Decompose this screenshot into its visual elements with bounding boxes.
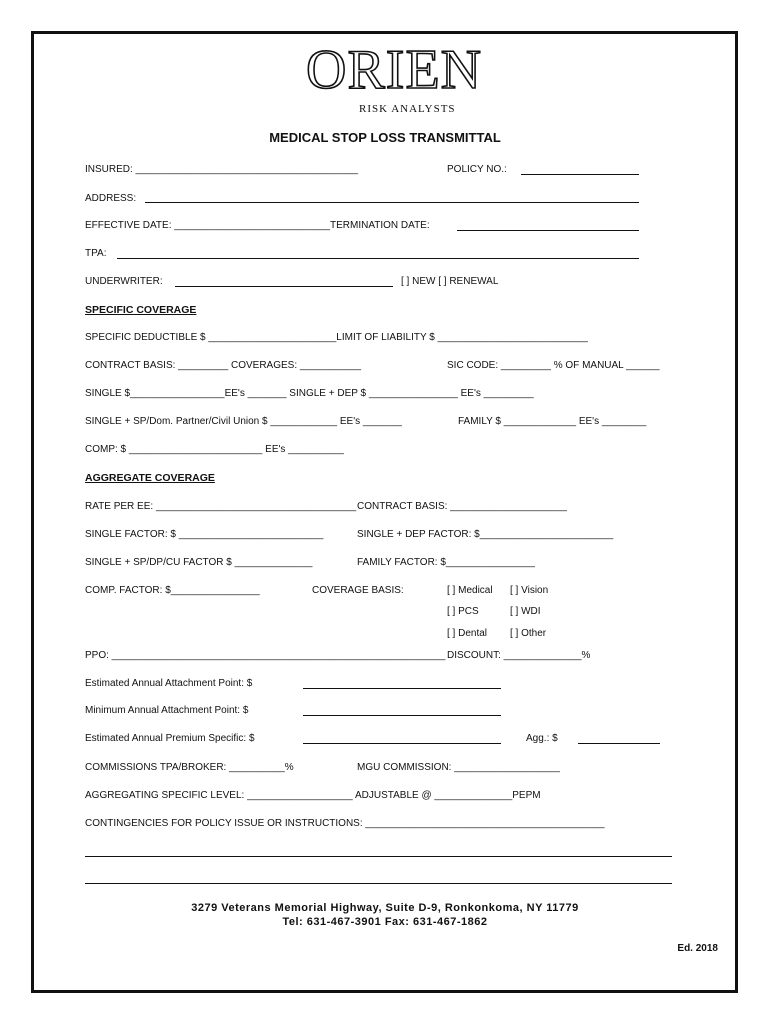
contract-basis-row[interactable]: CONTRACT BASIS: _________ COVERAGES: ___________ — [85, 360, 362, 371]
comp-row[interactable]: COMP: $ ________________________ EE's __________ — [85, 444, 344, 455]
company-logo-wordmark: ORIEN — [306, 39, 483, 101]
mgu-commission-row[interactable]: MGU COMMISSION: ___________________ — [357, 762, 560, 773]
attachment-point-line[interactable] — [303, 688, 501, 689]
tpa-label: TPA: — [85, 248, 107, 259]
ppo-row[interactable]: PPO: ____________________________________________________________ — [85, 650, 446, 661]
attachment-point-label: Estimated Annual Attachment Point: $ — [85, 678, 253, 689]
comp-factor-row[interactable]: COMP. FACTOR: $________________ — [85, 585, 260, 596]
premium-specific-label: Estimated Annual Premium Specific: $ — [85, 733, 255, 744]
address-line[interactable] — [145, 202, 639, 203]
effective-termination-label: EFFECTIVE DATE: ____________________________TERMINATION DATE: — [85, 220, 430, 231]
underwriter-label: UNDERWRITER: — [85, 276, 163, 287]
commissions-tpa-row[interactable]: COMMISSIONS TPA/BROKER: __________% — [85, 762, 294, 773]
aggregating-level-row[interactable]: AGGREGATING SPECIFIC LEVEL: ___________________ ADJUSTABLE @ ______________PEPM — [85, 790, 541, 801]
medical-checkbox[interactable]: [ ] Medical — [447, 585, 493, 596]
min-attachment-point-line[interactable] — [303, 715, 501, 716]
other-checkbox[interactable]: [ ] Other — [510, 628, 547, 639]
premium-specific-line[interactable] — [303, 743, 501, 744]
underwriter-line[interactable] — [175, 286, 393, 287]
contingencies-row[interactable]: CONTINGENCIES FOR POLICY ISSUE OR INSTRUCTIONS: ___________________________________________ — [85, 818, 605, 829]
footer-address: 3279 Veterans Memorial Highway, Suite D-9, Ronkonkoma, NY 11779 — [191, 902, 579, 914]
family-factor-row[interactable]: FAMILY FACTOR: $________________ — [357, 557, 535, 568]
policy-no-label: POLICY NO.: — [447, 164, 507, 175]
single-dep-factor-row[interactable]: SINGLE + DEP FACTOR: $________________________ — [357, 529, 614, 540]
termination-date-line[interactable] — [457, 230, 639, 231]
wdi-checkbox[interactable]: [ ] WDI — [510, 606, 541, 617]
pcs-checkbox[interactable]: [ ] PCS — [447, 606, 479, 617]
form-title: MEDICAL STOP LOSS TRANSMITTAL — [269, 130, 501, 145]
min-attachment-point-label: Minimum Annual Attachment Point: $ — [85, 705, 249, 716]
policy-no-line[interactable] — [521, 174, 639, 175]
dental-checkbox[interactable]: [ ] Dental — [447, 628, 488, 639]
company-logo-tagline: RISK ANALYSTS — [359, 103, 456, 115]
specific-coverage-heading: SPECIFIC COVERAGE — [85, 304, 197, 316]
single-sp-row[interactable]: SINGLE + SP/Dom. Partner/Civil Union $ ____________ EE's _______ — [85, 416, 402, 427]
tpa-line[interactable] — [117, 258, 639, 259]
edition-label: Ed. 2018 — [677, 943, 718, 954]
rate-per-ee-row[interactable]: RATE PER EE: ____________________________________ — [85, 501, 357, 512]
vision-checkbox[interactable]: [ ] Vision — [510, 585, 549, 596]
sic-code-row[interactable]: SIC CODE: _________ % OF MANUAL ______ — [447, 360, 660, 371]
agg-line[interactable] — [578, 743, 660, 744]
instructions-line-2[interactable] — [85, 883, 672, 884]
agg-label: Agg.: $ — [526, 733, 558, 744]
new-renewal-checkboxes[interactable]: [ ] NEW [ ] RENEWAL — [401, 276, 499, 287]
agg-contract-basis-row[interactable]: CONTRACT BASIS: _____________________ — [357, 501, 567, 512]
family-row[interactable]: FAMILY $ _____________ EE's ________ — [458, 416, 647, 427]
aggregate-coverage-heading: AGGREGATE COVERAGE — [85, 472, 215, 484]
footer-phones: Tel: 631-467-3901 Fax: 631-467-1862 — [282, 916, 488, 928]
address-label: ADDRESS: — [85, 193, 137, 204]
coverage-basis-label: COVERAGE BASIS: — [312, 585, 404, 596]
single-factor-row[interactable]: SINGLE FACTOR: $ __________________________ — [85, 529, 324, 540]
single-sp-factor-row[interactable]: SINGLE + SP/DP/CU FACTOR $ ______________ — [85, 557, 313, 568]
specific-deductible-row[interactable]: SPECIFIC DEDUCTIBLE $ _______________________LIMIT OF LIABILITY $ ___________________________ — [85, 332, 588, 343]
discount-row[interactable]: DISCOUNT: ______________% — [447, 650, 591, 661]
single-row[interactable]: SINGLE $_________________EE's _______ SINGLE + DEP $ ________________ EE's _________ — [85, 388, 534, 399]
instructions-line-1[interactable] — [85, 856, 672, 857]
insured-field[interactable]: INSURED: ________________________________________ — [85, 164, 359, 175]
